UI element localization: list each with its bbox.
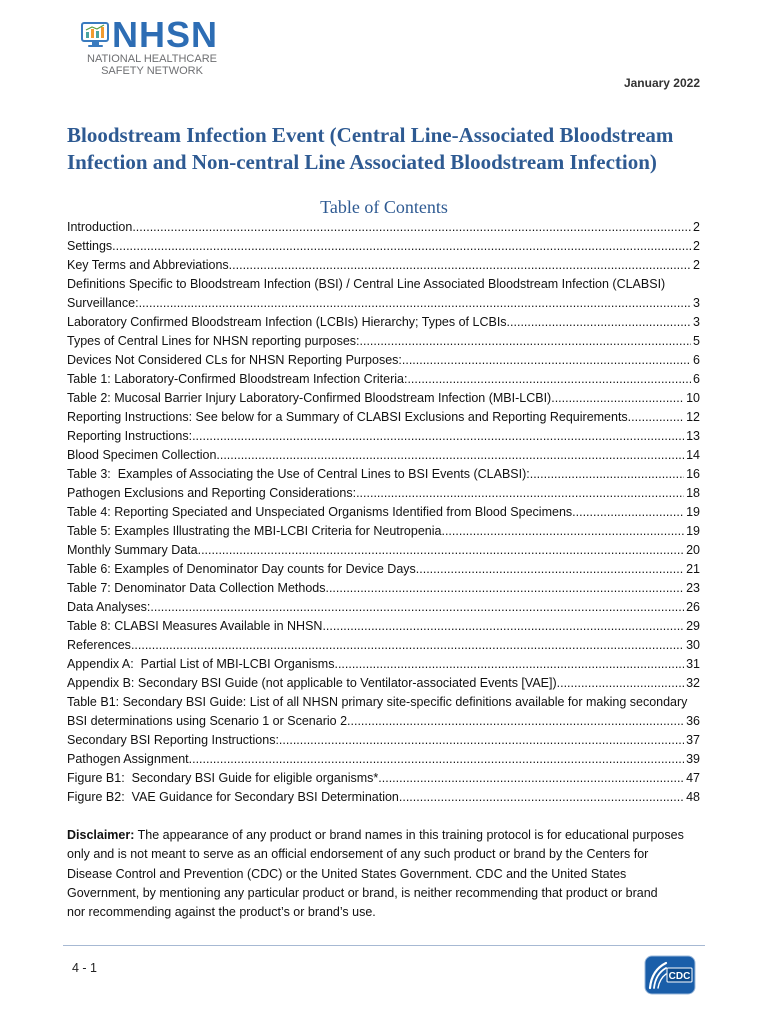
toc-entry-page: 3 — [693, 296, 700, 310]
disclaimer-label: Disclaimer: — [67, 828, 135, 842]
toc-entry[interactable] — [67, 218, 700, 237]
nhsn-monitor-chart-icon — [80, 20, 112, 50]
page-number: 4 - 1 — [72, 961, 98, 975]
dot-leader — [325, 579, 684, 598]
toc-entry-title: Table 7: Denominator Data Collection Methods — [67, 581, 326, 595]
toc-entry[interactable] — [67, 693, 700, 731]
toc-entry-title: Figure B2: VAE Guidance for Secondary BSI Determination — [67, 790, 399, 804]
toc-entry-page: 47 — [686, 771, 700, 785]
toc-entry[interactable] — [67, 579, 700, 598]
disclaimer-text: The appearance of any product or brand names in this training protocol is for educational purposes — [137, 828, 684, 842]
toc-entry-page: 26 — [686, 600, 700, 614]
toc-entry-page: 13 — [686, 429, 700, 443]
dot-leader — [132, 218, 691, 237]
toc-entry[interactable] — [67, 541, 700, 560]
nhsn-logo-subtitle — [82, 53, 222, 77]
toc-entry-page: 20 — [686, 543, 700, 557]
toc-entry-line — [67, 712, 700, 731]
toc-entry[interactable] — [67, 484, 700, 503]
toc-entry-title: Monthly Summary Data — [67, 543, 198, 557]
dot-leader — [322, 617, 684, 636]
toc-entry-line — [67, 294, 700, 313]
toc-entry-title: Table 6: Examples of Denominator Day counts for Device Days — [67, 562, 416, 576]
toc-entry-page: 2 — [693, 239, 700, 253]
toc-entry-page: 19 — [686, 505, 700, 519]
toc-entry[interactable] — [67, 750, 700, 769]
dot-leader — [279, 731, 684, 750]
dot-leader — [229, 256, 691, 275]
toc-entry-page: 19 — [686, 524, 700, 538]
toc-entry-page: 23 — [686, 581, 700, 595]
toc-entry[interactable] — [67, 313, 700, 332]
toc-entry-page: 2 — [693, 220, 700, 234]
disclaimer-line: Government, by mentioning any particular product or brand, is neither recommending that product or brand — [67, 885, 658, 900]
dot-leader — [150, 598, 684, 617]
toc-entry-title: Key Terms and Abbreviations — [67, 258, 229, 272]
toc-entry[interactable] — [67, 636, 700, 655]
toc-entry-title-continued: Surveillance: — [67, 296, 139, 310]
dot-leader — [402, 351, 691, 370]
toc-entry[interactable] — [67, 408, 700, 427]
toc-entry-line — [67, 275, 700, 294]
toc-entry-title: Definitions Specific to Bloodstream Infection (BSI) / Central Line Associated Bloodstream Infection (CLABSI) — [67, 277, 666, 291]
toc-entry[interactable] — [67, 598, 700, 617]
document-title: Bloodstream Infection Event (Central Line-Associated Bloodstream Infection and Non-central Line Associated Bloodstream Infection) — [67, 123, 674, 174]
dot-leader — [557, 674, 684, 693]
dot-leader — [530, 465, 684, 484]
toc-entry-title: Table 8: CLABSI Measures Available in NHSN — [67, 619, 323, 633]
dot-leader — [347, 712, 684, 731]
toc-entry-page: 37 — [686, 733, 700, 747]
toc-entry-title: Reporting Instructions: — [67, 429, 193, 443]
toc-entry-title: Secondary BSI Reporting Instructions: — [67, 733, 279, 747]
toc-entry-title: Pathogen Exclusions and Reporting Considerations: — [67, 486, 357, 500]
dot-leader — [360, 332, 692, 351]
toc-entry[interactable] — [67, 446, 700, 465]
toc-entry[interactable] — [67, 351, 700, 370]
toc-entry-page: 10 — [686, 391, 700, 405]
toc-entry-title: Reporting Instructions: See below for a Summary of CLABSI Exclusions and Reporting Requirements. — [67, 410, 632, 424]
toc-entry-page: 39 — [686, 752, 700, 766]
dot-leader — [131, 636, 684, 655]
dot-leader — [216, 446, 684, 465]
dot-leader — [416, 560, 684, 579]
toc-entry-page: 14 — [686, 448, 700, 462]
toc-entry-title: Appendix B: Secondary BSI Guide (not applicable to Ventilator-associated Events [VAE]) — [67, 676, 557, 690]
toc-entry-page: 6 — [693, 353, 700, 367]
toc-entry-page: 31 — [686, 657, 700, 671]
toc-entry-title: Pathogen Assignment — [67, 752, 189, 766]
toc-entry-page: 48 — [686, 790, 700, 804]
toc-entry[interactable] — [67, 332, 700, 351]
dot-leader — [441, 522, 684, 541]
toc-entry-page: 3 — [693, 315, 700, 329]
dot-leader — [198, 541, 684, 560]
toc-entry-page: 2 — [693, 258, 700, 272]
toc-entry[interactable] — [67, 503, 700, 522]
dot-leader — [378, 769, 684, 788]
toc-entry[interactable] — [67, 674, 700, 693]
toc-entry[interactable] — [67, 522, 700, 541]
toc-entry[interactable] — [67, 769, 700, 788]
disclaimer — [67, 826, 700, 922]
toc-entry[interactable] — [67, 389, 700, 408]
toc-entry[interactable] — [67, 370, 700, 389]
toc-entry-title: Data Analyses: — [67, 600, 151, 614]
nhsn-logo-name: NHSN — [112, 14, 219, 55]
cdc-logo — [644, 955, 696, 995]
toc-entry-title: Table 4: Reporting Speciated and Unspeciated Organisms Identified from Blood Specimens — [67, 505, 573, 519]
toc-entry-title: Table 3: Examples of Associating the Use of Central Lines to BSI Events (CLABSI): — [67, 467, 530, 481]
toc-heading: Table of Contents — [320, 197, 448, 217]
toc-entry[interactable] — [67, 560, 700, 579]
toc-entry-page: 18 — [686, 486, 700, 500]
toc-entry-page: 29 — [686, 619, 700, 633]
footer-divider — [63, 945, 705, 946]
disclaimer-line: Disease Control and Prevention (CDC) or the United States Government. CDC and the United States — [67, 866, 627, 881]
dot-leader — [356, 484, 684, 503]
toc-entry-title: Appendix A: Partial List of MBI-LCBI Organisms — [67, 657, 335, 671]
dot-leader — [507, 313, 692, 332]
dot-leader — [631, 408, 684, 427]
toc-entry[interactable] — [67, 465, 700, 484]
toc-entry-page: 6 — [693, 372, 700, 386]
document-date: January 2022 — [623, 76, 700, 90]
dot-leader — [551, 389, 684, 408]
dot-leader — [334, 655, 684, 674]
toc-entry-page: 16 — [686, 467, 700, 481]
toc-entry[interactable] — [67, 256, 700, 275]
dot-leader — [572, 503, 684, 522]
disclaimer-line: nor recommending against the product’s or brand’s use. — [67, 905, 376, 919]
toc-entry[interactable] — [67, 237, 700, 256]
cdc-logo-text: CDC — [668, 970, 691, 982]
toc-entry-title: References — [67, 638, 131, 652]
toc-entry-page: 32 — [686, 676, 700, 690]
toc-entry-page: 21 — [686, 562, 700, 576]
dot-leader — [112, 237, 691, 256]
toc-entry-title: Devices Not Considered CLs for NHSN Reporting Purposes: — [67, 353, 402, 367]
toc-entry-title: Table 2: Mucosal Barrier Injury Laboratory-Confirmed Bloodstream Infection (MBI-LCBI) — [67, 391, 552, 405]
toc-entry-title: Table 5: Examples Illustrating the MBI-LCBI Criteria for Neutropenia — [67, 524, 442, 538]
toc-entry-title-continued: BSI determinations using Scenario 1 or Scenario 2 — [67, 714, 348, 728]
toc-entry[interactable] — [67, 427, 700, 446]
toc-entry[interactable] — [67, 655, 700, 674]
nhsn-logo-subtitle-line1: NATIONAL HEALTHCARE — [87, 53, 217, 65]
toc-entry-page: 5 — [693, 334, 700, 348]
toc-entry-title: Blood Specimen Collection — [67, 448, 217, 462]
toc-entry-title: Figure B1: Secondary BSI Guide for eligible organisms* — [67, 771, 379, 785]
toc-entry-line — [67, 693, 700, 712]
toc-entry-title: Table B1: Secondary BSI Guide: List of all NHSN primary site-specific definitions available for making secondary — [67, 695, 688, 709]
toc-entry-page: 36 — [686, 714, 700, 728]
toc-entry-title: Introduction — [67, 220, 133, 234]
toc-entry-title: Settings — [67, 239, 113, 253]
dot-leader — [189, 750, 684, 769]
dot-leader — [192, 427, 684, 446]
disclaimer-line — [67, 826, 700, 845]
toc-entry[interactable] — [67, 275, 700, 313]
disclaimer-line: only and is not meant to serve as an official endorsement of any such product or brand by the Centers for — [67, 847, 649, 862]
toc-entry-title: Table 1: Laboratory-Confirmed Bloodstream Infection Criteria: — [67, 372, 408, 386]
dot-leader — [139, 294, 691, 313]
toc-entry-page: 12 — [686, 410, 700, 424]
toc-entry[interactable] — [67, 788, 700, 807]
dot-leader — [399, 788, 684, 807]
table-of-contents — [67, 218, 700, 807]
toc-entry[interactable] — [67, 617, 700, 636]
toc-entry[interactable] — [67, 731, 700, 750]
toc-entry-title: Laboratory Confirmed Bloodstream Infection (LCBIs) Hierarchy; Types of LCBIs — [67, 315, 507, 329]
dot-leader — [407, 370, 691, 389]
nhsn-logo-subtitle-line2: SAFETY NETWORK — [101, 65, 203, 77]
toc-entry-title: Types of Central Lines for NHSN reporting purposes: — [67, 334, 360, 348]
toc-entry-page: 30 — [686, 638, 700, 652]
